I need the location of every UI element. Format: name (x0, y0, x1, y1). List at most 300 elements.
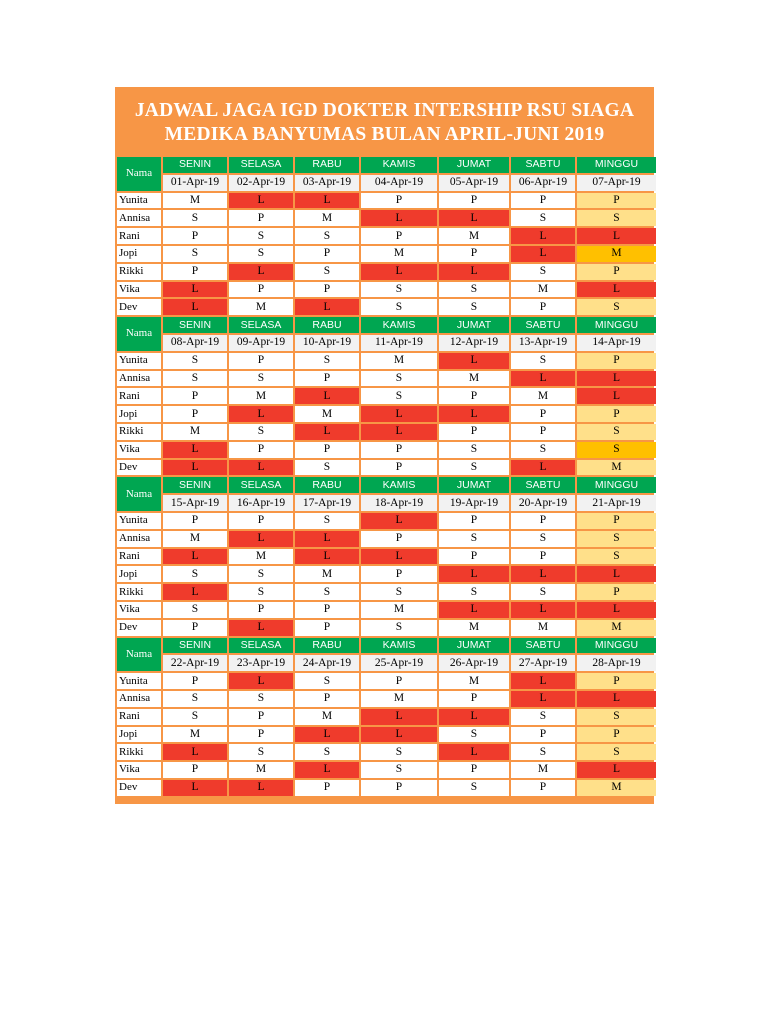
shift-cell: P (577, 513, 656, 529)
date-cell: 15-Apr-19 (163, 495, 227, 511)
shift-cell: L (577, 388, 656, 404)
date-cell: 25-Apr-19 (361, 655, 437, 671)
doctor-name: Rikki (117, 264, 161, 280)
shift-cell: S (577, 709, 656, 725)
shift-cell: L (511, 602, 575, 618)
shift-cell: S (229, 228, 293, 244)
shift-cell: P (439, 246, 509, 262)
day-header: JUMAT (439, 638, 509, 654)
day-header: SELASA (229, 157, 293, 173)
shift-cell: P (577, 353, 656, 369)
shift-cell: S (163, 210, 227, 226)
shift-cell: L (439, 566, 509, 582)
date-cell: 06-Apr-19 (511, 175, 575, 191)
date-cell: 21-Apr-19 (577, 495, 656, 511)
doctor-name: Rikki (117, 424, 161, 440)
date-cell: 22-Apr-19 (163, 655, 227, 671)
shift-cell: S (511, 264, 575, 280)
shift-cell: L (163, 299, 227, 315)
doctor-row (117, 210, 656, 226)
shift-cell: L (361, 406, 437, 422)
date-cell: 18-Apr-19 (361, 495, 437, 511)
shift-cell: M (511, 388, 575, 404)
shift-cell: S (511, 744, 575, 760)
shift-cell: L (361, 210, 437, 226)
shift-cell: S (229, 371, 293, 387)
shift-cell: P (163, 762, 227, 778)
shift-cell: S (361, 744, 437, 760)
date-cell: 28-Apr-19 (577, 655, 656, 671)
shift-cell: P (229, 442, 293, 458)
doctor-name: Vika (117, 442, 161, 458)
doctor-name: Annisa (117, 691, 161, 707)
doctor-row (117, 264, 656, 280)
doctor-row (117, 620, 656, 636)
doctor-name: Yunita (117, 673, 161, 689)
shift-cell: S (361, 762, 437, 778)
date-cell: 27-Apr-19 (511, 655, 575, 671)
shift-cell: L (577, 762, 656, 778)
day-header: SABTU (511, 477, 575, 493)
document-title (115, 87, 654, 157)
shift-cell: M (439, 620, 509, 636)
nama-header: Nama (117, 157, 161, 191)
shift-cell: P (511, 549, 575, 565)
shift-cell: P (163, 228, 227, 244)
doctor-row (117, 762, 656, 778)
doctor-name: Yunita (117, 513, 161, 529)
shift-cell: P (229, 727, 293, 743)
day-header: KAMIS (361, 157, 437, 173)
shift-cell: M (295, 566, 359, 582)
doctor-name: Rani (117, 549, 161, 565)
date-cell: 04-Apr-19 (361, 175, 437, 191)
nama-header: Nama (117, 638, 161, 672)
shift-cell: S (229, 424, 293, 440)
schedule-weeks (115, 155, 654, 798)
doctor-name: Jopi (117, 727, 161, 743)
day-header: KAMIS (361, 317, 437, 333)
day-header: SABTU (511, 157, 575, 173)
day-header: RABU (295, 157, 359, 173)
shift-cell: M (577, 780, 656, 796)
title-line-1: JADWAL JAGA IGD DOKTER INTERSHIP RSU SIAGA (134, 100, 635, 121)
shift-cell: S (163, 691, 227, 707)
shift-cell: S (229, 246, 293, 262)
doctor-row (117, 673, 656, 689)
shift-cell: S (511, 210, 575, 226)
doctor-name: Jopi (117, 566, 161, 582)
doctor-name: Rani (117, 388, 161, 404)
shift-cell: P (511, 780, 575, 796)
shift-cell: L (229, 780, 293, 796)
shift-cell: L (511, 460, 575, 476)
shift-cell: S (511, 531, 575, 547)
shift-cell: S (439, 282, 509, 298)
date-cell: 14-Apr-19 (577, 335, 656, 351)
nama-header: Nama (117, 477, 161, 511)
date-header-row (117, 495, 656, 511)
shift-cell: P (361, 673, 437, 689)
shift-cell: L (163, 780, 227, 796)
doctor-row (117, 406, 656, 422)
shift-cell: M (163, 424, 227, 440)
shift-cell: L (163, 549, 227, 565)
doctor-name: Rani (117, 228, 161, 244)
shift-cell: M (361, 246, 437, 262)
shift-cell: L (439, 709, 509, 725)
doctor-name: Annisa (117, 371, 161, 387)
shift-cell: M (439, 673, 509, 689)
shift-cell: S (361, 388, 437, 404)
day-header: MINGGU (577, 477, 656, 493)
shift-cell: S (361, 299, 437, 315)
shift-cell: L (229, 531, 293, 547)
shift-cell: S (361, 371, 437, 387)
shift-cell: L (295, 193, 359, 209)
shift-cell: L (511, 691, 575, 707)
day-header: KAMIS (361, 638, 437, 654)
doctor-row (117, 228, 656, 244)
shift-cell: S (577, 744, 656, 760)
shift-cell: M (361, 691, 437, 707)
shift-cell: M (361, 353, 437, 369)
shift-cell: M (361, 602, 437, 618)
shift-cell: P (361, 780, 437, 796)
shift-cell: L (577, 566, 656, 582)
doctor-row (117, 584, 656, 600)
shift-cell: S (295, 673, 359, 689)
shift-cell: P (229, 602, 293, 618)
doctor-name: Rani (117, 709, 161, 725)
shift-cell: S (439, 531, 509, 547)
doctor-name: Yunita (117, 193, 161, 209)
shift-cell: L (163, 460, 227, 476)
shift-cell: L (163, 584, 227, 600)
day-header: SELASA (229, 638, 293, 654)
doctor-row (117, 371, 656, 387)
shift-cell: L (229, 264, 293, 280)
shift-cell: P (163, 388, 227, 404)
shift-cell: S (295, 353, 359, 369)
day-header: RABU (295, 317, 359, 333)
shift-cell: P (511, 424, 575, 440)
date-cell: 26-Apr-19 (439, 655, 509, 671)
shift-cell: P (295, 620, 359, 636)
shift-cell: P (295, 282, 359, 298)
shift-cell: P (439, 513, 509, 529)
day-header: JUMAT (439, 157, 509, 173)
shift-cell: L (577, 371, 656, 387)
date-cell: 12-Apr-19 (439, 335, 509, 351)
shift-cell: P (511, 406, 575, 422)
date-cell: 19-Apr-19 (439, 495, 509, 511)
date-cell: 24-Apr-19 (295, 655, 359, 671)
shift-cell: L (439, 353, 509, 369)
shift-cell: P (439, 424, 509, 440)
shift-cell: M (577, 246, 656, 262)
shift-cell: P (295, 691, 359, 707)
shift-cell: P (439, 762, 509, 778)
day-header: MINGGU (577, 157, 656, 173)
shift-cell: L (511, 566, 575, 582)
shift-cell: L (577, 691, 656, 707)
shift-cell: P (361, 193, 437, 209)
shift-cell: P (295, 246, 359, 262)
shift-cell: L (511, 246, 575, 262)
doctor-row (117, 424, 656, 440)
shift-cell: S (163, 371, 227, 387)
shift-cell: L (229, 193, 293, 209)
doctor-row (117, 460, 656, 476)
shift-cell: S (577, 442, 656, 458)
shift-cell: S (229, 566, 293, 582)
doctor-name: Dev (117, 299, 161, 315)
week-table (115, 475, 658, 637)
shift-cell: M (229, 388, 293, 404)
shift-cell: S (229, 584, 293, 600)
shift-cell: L (439, 602, 509, 618)
shift-cell: L (163, 442, 227, 458)
doctor-row (117, 744, 656, 760)
day-header: SENIN (163, 477, 227, 493)
shift-cell: S (361, 282, 437, 298)
shift-cell: L (511, 228, 575, 244)
shift-cell: S (295, 460, 359, 476)
doctor-row (117, 549, 656, 565)
shift-cell: M (439, 228, 509, 244)
shift-cell: S (439, 727, 509, 743)
shift-cell: M (577, 460, 656, 476)
shift-cell: S (511, 353, 575, 369)
shift-cell: P (163, 406, 227, 422)
day-header: SELASA (229, 317, 293, 333)
shift-cell: P (439, 549, 509, 565)
shift-cell: L (361, 549, 437, 565)
day-header: SABTU (511, 317, 575, 333)
shift-cell: S (163, 709, 227, 725)
shift-cell: M (229, 299, 293, 315)
date-header-row (117, 655, 656, 671)
shift-cell: M (511, 762, 575, 778)
date-cell: 13-Apr-19 (511, 335, 575, 351)
shift-cell: P (511, 299, 575, 315)
shift-cell: M (229, 762, 293, 778)
shift-cell: L (577, 228, 656, 244)
shift-cell: S (439, 460, 509, 476)
shift-cell: L (439, 744, 509, 760)
day-header: RABU (295, 477, 359, 493)
doctor-name: Dev (117, 460, 161, 476)
shift-cell: P (229, 513, 293, 529)
doctor-row (117, 727, 656, 743)
shift-cell: P (511, 193, 575, 209)
shift-cell: L (577, 282, 656, 298)
shift-cell: S (295, 584, 359, 600)
doctor-row (117, 780, 656, 796)
shift-cell: S (511, 584, 575, 600)
shift-cell: S (577, 549, 656, 565)
doctor-row (117, 193, 656, 209)
shift-cell: L (295, 531, 359, 547)
shift-cell: P (439, 388, 509, 404)
shift-cell: M (511, 620, 575, 636)
date-cell: 10-Apr-19 (295, 335, 359, 351)
day-header: SENIN (163, 157, 227, 173)
shift-cell: L (295, 549, 359, 565)
doctor-row (117, 531, 656, 547)
shift-cell: L (511, 673, 575, 689)
shift-cell: S (439, 584, 509, 600)
shift-cell: P (511, 727, 575, 743)
shift-cell: L (439, 210, 509, 226)
date-cell: 16-Apr-19 (229, 495, 293, 511)
shift-cell: M (295, 709, 359, 725)
week-table (115, 636, 658, 798)
shift-cell: S (163, 246, 227, 262)
date-cell: 07-Apr-19 (577, 175, 656, 191)
day-header: JUMAT (439, 477, 509, 493)
doctor-name: Dev (117, 780, 161, 796)
doctor-name: Yunita (117, 353, 161, 369)
shift-cell: S (361, 620, 437, 636)
doctor-row (117, 388, 656, 404)
shift-cell: S (229, 744, 293, 760)
date-cell: 20-Apr-19 (511, 495, 575, 511)
date-cell: 23-Apr-19 (229, 655, 293, 671)
shift-cell: P (295, 780, 359, 796)
shift-cell: L (229, 620, 293, 636)
nama-header: Nama (117, 317, 161, 351)
doctor-name: Vika (117, 762, 161, 778)
doctor-row (117, 282, 656, 298)
shift-cell: S (511, 442, 575, 458)
shift-cell: P (361, 460, 437, 476)
date-cell: 01-Apr-19 (163, 175, 227, 191)
shift-cell: M (163, 531, 227, 547)
day-header-row (117, 477, 656, 493)
shift-cell: S (295, 513, 359, 529)
shift-cell: S (163, 566, 227, 582)
doctor-name: Jopi (117, 246, 161, 262)
shift-cell: S (577, 299, 656, 315)
shift-cell: P (439, 691, 509, 707)
doctor-name: Dev (117, 620, 161, 636)
doctor-row (117, 691, 656, 707)
doctor-row (117, 246, 656, 262)
doctor-name: Jopi (117, 406, 161, 422)
shift-cell: S (295, 264, 359, 280)
shift-cell: L (295, 424, 359, 440)
shift-cell: M (295, 210, 359, 226)
shift-cell: M (295, 406, 359, 422)
shift-cell: L (295, 299, 359, 315)
doctor-name: Rikki (117, 744, 161, 760)
shift-cell: P (229, 709, 293, 725)
shift-cell: M (163, 193, 227, 209)
shift-cell: M (439, 371, 509, 387)
shift-cell: P (439, 193, 509, 209)
date-cell: 17-Apr-19 (295, 495, 359, 511)
shift-cell: L (361, 424, 437, 440)
day-header: JUMAT (439, 317, 509, 333)
week-table (115, 315, 658, 477)
date-cell: 02-Apr-19 (229, 175, 293, 191)
shift-cell: S (439, 299, 509, 315)
shift-cell: L (229, 406, 293, 422)
shift-cell: P (577, 727, 656, 743)
shift-cell: P (229, 210, 293, 226)
day-header: SABTU (511, 638, 575, 654)
doctor-row (117, 602, 656, 618)
doctor-name: Annisa (117, 210, 161, 226)
doctor-name: Vika (117, 602, 161, 618)
shift-cell: M (577, 620, 656, 636)
shift-cell: P (163, 513, 227, 529)
shift-cell: L (361, 264, 437, 280)
shift-cell: L (361, 709, 437, 725)
shift-cell: P (163, 264, 227, 280)
shift-cell: P (295, 371, 359, 387)
shift-cell: S (577, 210, 656, 226)
doctor-name: Vika (117, 282, 161, 298)
shift-cell: L (511, 371, 575, 387)
doctor-row (117, 442, 656, 458)
shift-cell: P (163, 620, 227, 636)
shift-cell: L (439, 264, 509, 280)
shift-cell: P (361, 531, 437, 547)
date-cell: 09-Apr-19 (229, 335, 293, 351)
day-header: SENIN (163, 638, 227, 654)
day-header-row (117, 157, 656, 173)
shift-cell: P (295, 442, 359, 458)
day-header: MINGGU (577, 638, 656, 654)
shift-cell: M (163, 727, 227, 743)
shift-cell: P (577, 406, 656, 422)
shift-cell: S (163, 353, 227, 369)
shift-cell: L (361, 513, 437, 529)
shift-cell: P (295, 602, 359, 618)
doctor-row (117, 709, 656, 725)
day-header-row (117, 638, 656, 654)
day-header: MINGGU (577, 317, 656, 333)
shift-cell: S (439, 442, 509, 458)
date-cell: 05-Apr-19 (439, 175, 509, 191)
shift-cell: M (511, 282, 575, 298)
shift-cell: L (295, 727, 359, 743)
doctor-row (117, 299, 656, 315)
shift-cell: P (361, 228, 437, 244)
day-header: RABU (295, 638, 359, 654)
shift-cell: L (163, 744, 227, 760)
day-header: SENIN (163, 317, 227, 333)
doctor-name: Annisa (117, 531, 161, 547)
title-line-2: MEDIKA BANYUMAS BULAN APRIL-JUNI 2019 (164, 124, 605, 145)
shift-cell: L (163, 282, 227, 298)
shift-cell: L (295, 388, 359, 404)
shift-cell: L (229, 673, 293, 689)
doctor-row (117, 353, 656, 369)
shift-cell: P (577, 584, 656, 600)
schedule-document (115, 87, 654, 804)
shift-cell: P (163, 673, 227, 689)
shift-cell: S (511, 709, 575, 725)
shift-cell: S (577, 424, 656, 440)
shift-cell: L (229, 460, 293, 476)
date-header-row (117, 175, 656, 191)
date-header-row (117, 335, 656, 351)
doctor-name: Rikki (117, 584, 161, 600)
